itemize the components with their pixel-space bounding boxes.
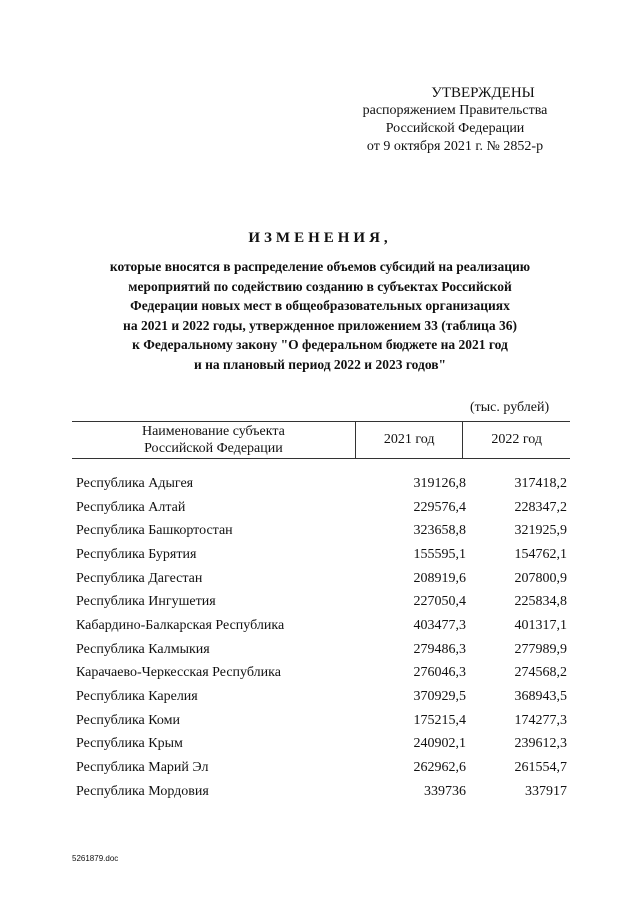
- row-value-2021: 208919,6: [413, 570, 466, 586]
- row-value-2022: 261554,7: [514, 760, 567, 776]
- subtitle-line: на 2021 и 2022 годы, утвержденное приложением 33 (таблица 36): [123, 317, 517, 333]
- table-row: [76, 496, 570, 520]
- row-value-2022: 207800,9: [514, 570, 567, 586]
- table-row: [76, 780, 570, 804]
- table-row: [76, 567, 570, 591]
- row-subject-name: Республика Крым: [76, 736, 183, 752]
- table-row: [76, 709, 570, 733]
- row-subject-name: Республика Карелия: [76, 689, 198, 705]
- row-value-2021: 276046,3: [413, 665, 466, 681]
- table-row: [76, 590, 570, 614]
- row-subject-name: Республика Дагестан: [76, 570, 203, 586]
- table-row: [76, 519, 570, 543]
- row-value-2022: 239612,3: [514, 736, 567, 752]
- row-value-2021: 403477,3: [413, 617, 466, 633]
- row-subject-name: Республика Мордовия: [76, 783, 209, 799]
- table-row: [76, 733, 570, 757]
- subtitle-line: к Федеральному закону "О федеральном бюджете на 2021 год: [132, 337, 508, 352]
- row-subject-name: Кабардино-Балкарская Республика: [76, 617, 285, 633]
- approval-block: [300, 84, 610, 156]
- table-row: [76, 543, 570, 567]
- subtitle-line: и на плановый период 2022 и 2023 годов": [193, 356, 447, 372]
- row-subject-name: Республика Бурятия: [76, 546, 197, 562]
- subtitle-line: Федерации новых мест в общеобразовательных организациях: [130, 298, 510, 313]
- row-value-2021: 262962,6: [413, 760, 466, 776]
- row-value-2022: 317418,2: [514, 475, 567, 491]
- document-subtitle: [0, 257, 640, 374]
- row-value-2022: 368943,5: [514, 689, 567, 705]
- row-value-2021: 370929,5: [413, 689, 466, 705]
- row-subject-name: Республика Адыгея: [76, 475, 194, 491]
- header-name-line-2: Российской Федерации: [144, 441, 283, 456]
- row-subject-name: Республика Коми: [76, 712, 180, 728]
- table-row: [76, 472, 570, 496]
- row-subject-name: Республика Калмыкия: [76, 641, 210, 657]
- row-value-2022: 274568,2: [514, 665, 567, 681]
- table-row: [76, 756, 570, 780]
- row-subject-name: Республика Алтай: [76, 499, 186, 515]
- table-body: [76, 472, 570, 804]
- row-value-2021: 323658,8: [413, 523, 466, 539]
- header-year-2022: 2022 год: [462, 422, 570, 458]
- row-value-2021: 227050,4: [413, 594, 466, 610]
- table-row: [76, 685, 570, 709]
- row-value-2022: 174277,3: [514, 712, 567, 728]
- row-subject-name: Карачаево-Черкесская Республика: [76, 665, 281, 681]
- row-value-2022: 228347,2: [514, 499, 567, 515]
- subtitle-line: которые вносятся в распределение объемов субсидий на реализацию: [109, 259, 531, 274]
- row-subject-name: Республика Башкортостан: [76, 523, 233, 539]
- header-name-line-1: Наименование субъекта: [141, 424, 285, 439]
- row-value-2022: 154762,1: [514, 546, 567, 562]
- row-value-2021: 175215,4: [413, 712, 466, 728]
- row-value-2022: 401317,1: [514, 617, 567, 633]
- row-subject-name: Республика Марий Эл: [76, 760, 209, 776]
- header-subject-name: [72, 422, 355, 458]
- row-value-2022: 225834,8: [514, 594, 567, 610]
- table-row: [76, 662, 570, 686]
- header-year-2021: 2021 год: [355, 422, 463, 458]
- table-row: [76, 638, 570, 662]
- units-label: (тыс. рублей): [470, 400, 550, 415]
- approval-date-number: от 9 октября 2021 г. № 2852-р: [366, 139, 544, 154]
- approval-heading: УТВЕРЖДЕНЫ: [431, 85, 535, 101]
- row-value-2022: 337917: [525, 783, 567, 799]
- row-value-2021: 279486,3: [413, 641, 466, 657]
- row-value-2021: 240902,1: [413, 736, 466, 752]
- subtitle-line: мероприятий по содействию созданию в субъектах Российской: [128, 278, 512, 294]
- row-value-2021: 339736: [424, 783, 466, 799]
- document-file-reference: 5261879.doc: [72, 854, 119, 863]
- row-value-2021: 319126,8: [413, 475, 466, 491]
- row-value-2022: 277989,9: [514, 641, 567, 657]
- row-value-2022: 321925,9: [514, 523, 567, 539]
- table-row: [76, 614, 570, 638]
- document-title: ИЗМЕНЕНИЯ,: [248, 230, 392, 246]
- row-value-2021: 229576,4: [413, 499, 466, 515]
- approval-line-2: распоряжением Правительства: [362, 103, 548, 118]
- table-header: [72, 421, 570, 459]
- row-subject-name: Республика Ингушетия: [76, 594, 216, 610]
- approval-line-3: Российской Федерации: [385, 121, 525, 136]
- row-value-2021: 155595,1: [413, 546, 466, 562]
